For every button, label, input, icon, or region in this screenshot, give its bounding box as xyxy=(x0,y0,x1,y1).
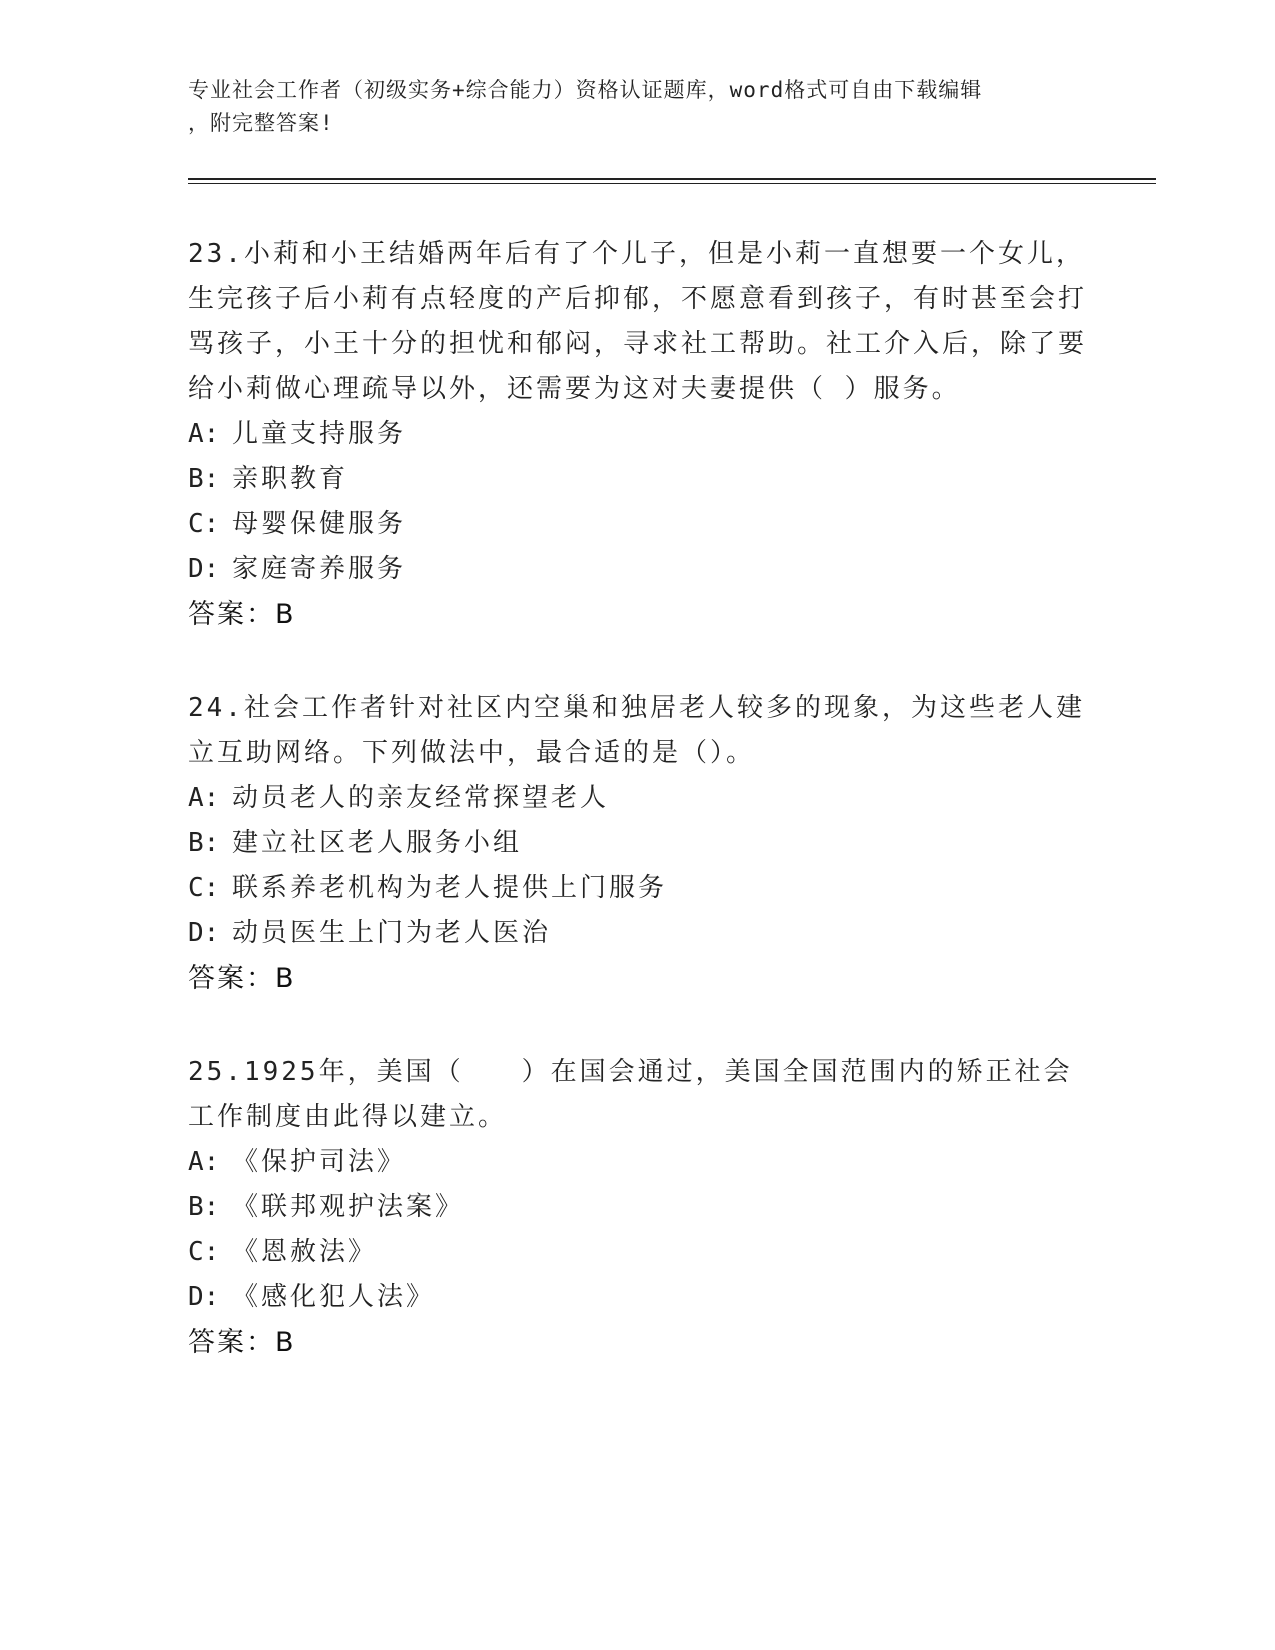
option-text: 联系养老机构为老人提供上门服务 xyxy=(232,873,668,903)
question-25 xyxy=(188,1050,1088,1365)
option-b xyxy=(188,821,1088,866)
option-letter: B: xyxy=(188,1192,220,1222)
option-a xyxy=(188,412,1088,457)
option-b xyxy=(188,457,1088,502)
option-d xyxy=(188,1275,1088,1320)
option-letter: B: xyxy=(188,464,220,494)
header-divider-thick xyxy=(188,178,1156,180)
option-text: 动员老人的亲友经常探望老人 xyxy=(232,783,610,813)
option-text: 《感化犯人法》 xyxy=(232,1282,436,1312)
option-letter: A: xyxy=(188,1147,220,1177)
option-text: 母婴保健服务 xyxy=(232,509,407,539)
answer-line: 答案：B xyxy=(188,963,296,994)
option-letter: D: xyxy=(188,1282,220,1312)
header-line-1: 专业社会工作者（初级实务+综合能力）资格认证题库，word格式可自由下载编辑 xyxy=(188,78,983,102)
header-divider-thin xyxy=(188,183,1156,184)
option-d xyxy=(188,911,1088,956)
question-stem: 24.社会工作者针对社区内空巢和独居老人较多的现象，为这些老人建立互助网络。下列做法中，最合适的是（）。 xyxy=(188,693,1085,768)
option-c xyxy=(188,502,1088,547)
option-letter: D: xyxy=(188,554,220,584)
option-letter: D: xyxy=(188,918,220,948)
option-text: 儿童支持服务 xyxy=(232,419,407,449)
option-letter: C: xyxy=(188,509,220,539)
question-23 xyxy=(188,232,1088,637)
answer-line: 答案：B xyxy=(188,1327,296,1358)
option-a xyxy=(188,1140,1088,1185)
header-line-2: ，附完整答案! xyxy=(188,111,334,135)
option-a xyxy=(188,776,1088,821)
option-letter: C: xyxy=(188,873,220,903)
option-c xyxy=(188,866,1088,911)
option-d xyxy=(188,547,1088,592)
option-b xyxy=(188,1185,1088,1230)
option-letter: C: xyxy=(188,1237,220,1267)
option-text: 家庭寄养服务 xyxy=(232,554,407,584)
answer-line: 答案：B xyxy=(188,599,296,630)
question-24 xyxy=(188,686,1088,1001)
option-letter: B: xyxy=(188,828,220,858)
option-text: 建立社区老人服务小组 xyxy=(232,828,523,858)
option-text: 《保护司法》 xyxy=(232,1147,407,1177)
option-text: 亲职教育 xyxy=(232,464,349,494)
question-stem: 25.1925年，美国（ ）在国会通过，美国全国范围内的矫正社会工作制度由此得以建立。 xyxy=(188,1057,1073,1132)
option-letter: A: xyxy=(188,419,220,449)
option-text: 动员医生上门为老人医治 xyxy=(232,918,552,948)
document-header xyxy=(188,74,1088,140)
option-text: 《联邦观护法案》 xyxy=(232,1192,465,1222)
option-text: 《恩赦法》 xyxy=(232,1237,378,1267)
question-stem: 23.小莉和小王结婚两年后有了个儿子，但是小莉一直想要一个女儿，生完孩子后小莉有点轻度的产后抑郁，不愿意看到孩子，有时甚至会打骂孩子，小王十分的担忧和郁闷，寻求社工帮助。社工介入后，除了要给小莉做心理疏导以外，还需要为这对夫妻提供（ ）服务。 xyxy=(188,239,1088,404)
option-c xyxy=(188,1230,1088,1275)
option-letter: A: xyxy=(188,783,220,813)
